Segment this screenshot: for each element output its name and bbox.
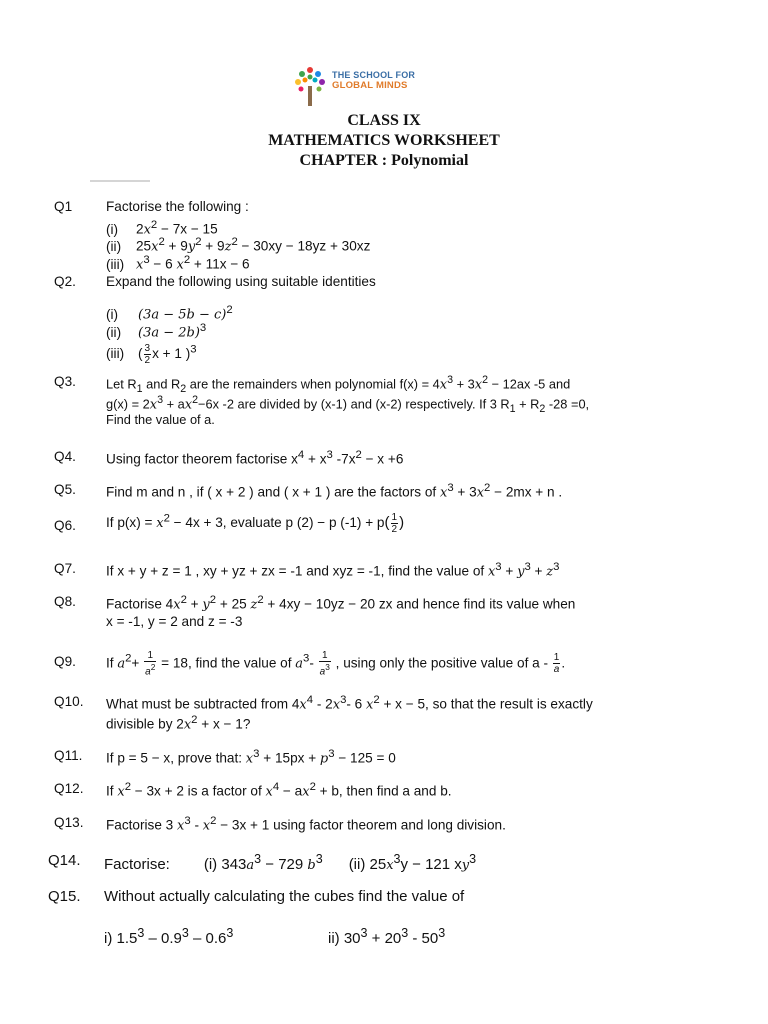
school-logo [290,64,430,108]
q3-line-1: Let $R_1$ and $R_2$ are the remainders when polynomial $f(x) = 4x^3 + 3x^2 - 12ax$ -5 and [106,374,571,395]
cropped-text-fragment [90,180,150,188]
question-text: If $x^2 - 3x + 2$ is a factor of $x^4 - ax^2 + b$, then find a and b. [106,781,452,800]
q1-part-ii: (ii) $25x^2 + 9y^2 + 9z^2 - 30xy - 18yz + 30xz$ [106,236,371,255]
q3-line-3: Find the value of a. [106,412,215,427]
question-text: Using factor theorem factorise [106,451,288,467]
question-text: If $p(x) = x^2 - 4x + 3$, evaluate p (2) − p (-1) + p( $\frac{1}{2}$ ) [106,512,405,535]
question-number: Q8. [54,594,76,609]
question-number: Q12. [54,781,84,796]
q2-part-ii: (ii) $(3a - 2b)^3$ [106,322,207,341]
question-number: Q1 [54,199,73,214]
question-text: Without actually calculating the cubes find the value of [104,888,465,905]
tree-logo-icon [290,64,330,108]
question-number: Q9. [54,654,76,669]
question-text: What must be subtracted from $4x^4 - 2x^3-$ 6 $x^2 + x - 5$, so that the result is exactly [106,694,593,713]
question-text: Factorise 3 $x^3 - x^2 - 3x + 1$ using factor theorem and long division. [106,815,506,834]
question-number: Q6. [54,518,76,533]
q10-line-2: divisible by $2x^2 + x - 1$? [106,714,251,733]
question-text: If $a^2+$ $\frac{1}{a^2}$ = 18, find the value of $a^3-$ $\frac{1}{a^3}$ , using only the positive value of a - $\frac{1}{a}$ . [106,650,566,678]
question-number: Q15. [48,888,81,905]
question-text: If x + y + z = 1 , xy + yz + zx = -1 and xyz = -1, find the value of [106,563,485,579]
question-number: Q3. [54,374,76,389]
question-text: Expand the following using suitable identities [106,274,376,289]
question-number: Q13. [54,815,84,830]
q2-part-iii: (iii) ( $\frac{3}{2}$ x + 1 )$^3$ [106,343,197,366]
class-heading: CLASS IX [347,112,421,129]
question-text: Factorise: [104,856,170,873]
q3-line-2: $g(x) = 2x^3 + ax^2-6x$ -2 are divided by (x-1) and (x-2) respectively. If 3 $R_1 + R_2$ -28 =0, [106,394,590,415]
question-number: Q5. [54,482,76,497]
question-text: If p = 5 − x, prove that: $x^3 + 15px + p^3 - 125 = 0$ [106,748,396,767]
question-text: Find m and n , if ( x + 2 ) and ( x + 1 ) are the factors of [106,484,437,500]
chapter-heading: CHAPTER : Polynomial [299,152,469,169]
question-text: Factorise $4x^2 + y^2 + 25$ $z^2 + 4xy - 10yz - 20$ zx and hence find its value when [106,594,576,613]
question-number: Q7. [54,561,76,576]
q15-part-ii: ii) $30^3 + 20^3 - 50^3$ [328,926,446,947]
question-number: Q2. [54,274,76,289]
question-number: Q10. [54,694,84,709]
logo-text-line2: GLOBAL MINDS [332,80,408,91]
q8-line-2: x = -1, y = 2 and z = -3 [106,614,243,629]
q1-part-iii: (iii) $x^3 - 6$ $x^2 + 11x - 6$ [106,254,250,273]
q2-part-i: (i) $(3a - 5b - c)^2$ [106,304,233,323]
worksheet-title: MATHEMATICS WORKSHEET [268,132,500,149]
question-number: Q11. [54,748,83,763]
question-number: Q14. [48,852,81,869]
q1-part-i: (i) $2x^2 - 7x - 15$ [106,219,218,238]
question-text: Factorise the following : [106,199,249,214]
question-number: Q4. [54,449,76,464]
logo-text-line1: THE SCHOOL FOR [332,70,416,80]
q15-part-i: i) $1.5^3 - 0.9^3 - 0.6^3$ [104,926,234,947]
